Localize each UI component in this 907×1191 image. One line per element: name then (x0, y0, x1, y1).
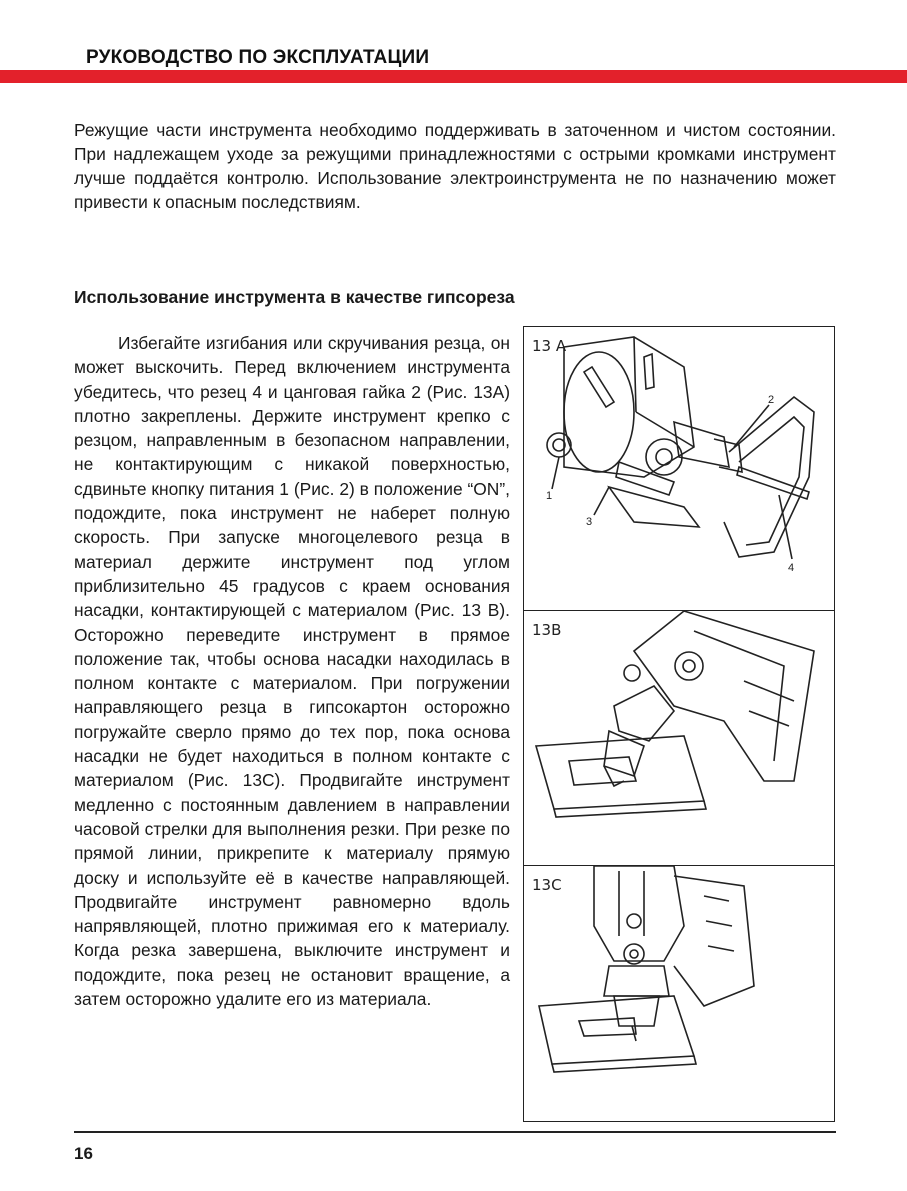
page-header-title: РУКОВОДСТВО ПО ЭКСПЛУАТАЦИИ (86, 47, 430, 68)
figure-13b-drawing (524, 611, 834, 865)
section-body-paragraph: Избегайте изгибания или скручивания резца, он может выскочить. Перед включением инструмента убедитесь, что резец 4 и цанговая гайка 2 (Рис. 13А) плотно закреплены. Держите инструмент крепко с резцом, направленным в безопасном направлении, не контактирующим с никакой поверхностью, сдвиньте кнопку питания 1 (Рис. 2) в положение “ON”, подождите, пока инструмент не наберет полную скорость. При запуске многоцелевого резца в материал держите инструмент под углом приблизительно 45 градусов с краем основания насадки, контактирующей с материалом (Рис. 13 В). Осторожно переведите инструмент в прямое положение так, чтобы основа насадки находилась в полном контакте с материалом. При погружении направляющего резца в гипсокартон осторожно погружайте сверло прямо до тех пор, пока основа насадки не будет находиться в полном контакте с материалом (Рис. 13С). Продвигайте инструмент медленно с постоянным давлением в направлении часовой стрелки для выполнения резки. При резке по прямой линии, прикрепите к материалу прямую доску и используйте её в качестве направляющей. Продвигайте инструмент равномерно вдоль напрявляющей, плотно прижимая его к материалу. Когда резка завершена, выключите инструмент и подождите, пока резец не остановит вращение, а затем осторожно удалите его из материала. (74, 333, 510, 1010)
header-accent-bar (0, 70, 907, 83)
figure-13a-drawing (524, 327, 834, 610)
page-number: 16 (74, 1144, 93, 1163)
figure-13b-panel (524, 611, 834, 866)
footer-rule (74, 1131, 836, 1133)
figure-13c-drawing (524, 866, 834, 1121)
figure-13c-label: 13C (532, 876, 562, 894)
figure-13a-callouts (546, 394, 794, 574)
section-heading: Использование инструмента в качестве гипсореза (74, 287, 515, 307)
figure-13b-label: 13B (532, 621, 562, 639)
callout-1: 1 (546, 490, 553, 502)
callout-3: 3 (586, 516, 593, 528)
figure-13c-panel (524, 866, 834, 1121)
intro-paragraph: Режущие части инструмента необходимо поддерживать в заточенном и чистом состоянии. При надлежащем уходе за режущими принадлежностями с острыми кромками инструмент лучше поддаётся контролю. Использование электроинструмента не по назначению может привести к опасным последствиям. (74, 120, 836, 212)
figure-13 (523, 326, 835, 1122)
callout-4: 4 (788, 562, 795, 574)
figure-13a-panel (524, 327, 834, 611)
callout-2: 2 (768, 394, 775, 406)
figure-13a-label: 13 A (532, 337, 567, 355)
